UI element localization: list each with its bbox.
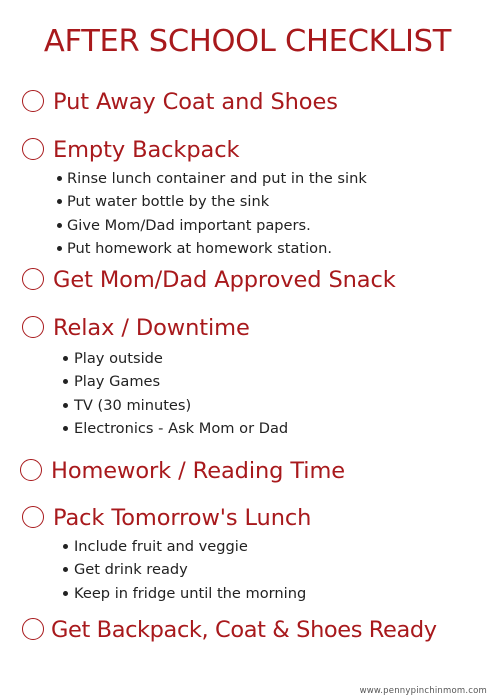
sub-item-list (20, 535, 490, 605)
checklist-heading-label: Get Mom/Dad Approved Snack (53, 267, 396, 293)
checklist-section-homework (20, 456, 490, 488)
list-item: Give Mom/Dad important papers. (20, 214, 490, 237)
checklist-section-get-ready (20, 615, 490, 647)
checklist-section-snack (20, 265, 490, 297)
bullet-dot-icon (57, 223, 62, 228)
list-item: Electronics - Ask Mom or Dad (20, 417, 490, 440)
checklist-heading-label: Put Away Coat and Shoes (53, 89, 338, 115)
checklist-heading[interactable] (20, 313, 490, 345)
checklist-heading-label: Empty Backpack (53, 137, 240, 163)
list-item: Rinse lunch container and put in the sink (20, 167, 490, 190)
checklist-heading[interactable] (20, 135, 490, 167)
checklist-heading-label: Pack Tomorrow's Lunch (53, 505, 312, 531)
bullet-dot-icon (63, 426, 68, 431)
list-item: Get drink ready (20, 558, 490, 581)
bullet-dot-icon (63, 567, 68, 572)
empty-circle-checkbox-icon[interactable] (22, 90, 44, 112)
list-item: Play Games (20, 370, 490, 393)
list-item: Keep in fridge until the morning (20, 582, 490, 605)
checklist-section-relax (20, 313, 490, 440)
list-item: Include fruit and veggie (20, 535, 490, 558)
checklist-heading[interactable] (20, 615, 490, 647)
checklist-heading-label: Relax / Downtime (53, 315, 250, 341)
checklist-section-lunch (20, 503, 490, 605)
checklist-heading-label: Get Backpack, Coat & Shoes Ready (51, 617, 437, 643)
list-item: Put water bottle by the sink (20, 190, 490, 213)
checklist-heading[interactable] (20, 456, 490, 488)
empty-circle-checkbox-icon[interactable] (22, 316, 44, 338)
checklist-heading[interactable] (20, 87, 490, 119)
checklist-heading[interactable] (20, 265, 490, 297)
bullet-dot-icon (63, 403, 68, 408)
bullet-dot-icon (57, 176, 62, 181)
empty-circle-checkbox-icon[interactable] (22, 138, 44, 160)
checklist-section-empty-backpack (20, 135, 490, 260)
list-item: TV (30 minutes) (20, 394, 490, 417)
empty-circle-checkbox-icon[interactable] (22, 506, 44, 528)
bullet-dot-icon (63, 356, 68, 361)
bullet-dot-icon (63, 544, 68, 549)
bullet-dot-icon (63, 379, 68, 384)
bullet-dot-icon (57, 246, 62, 251)
sub-item-list (20, 167, 490, 260)
bullet-dot-icon (63, 591, 68, 596)
checklist-heading-label: Homework / Reading Time (51, 458, 346, 484)
empty-circle-checkbox-icon[interactable] (20, 459, 42, 481)
empty-circle-checkbox-icon[interactable] (22, 618, 44, 640)
empty-circle-checkbox-icon[interactable] (22, 268, 44, 290)
website-footer: www.pennypinchinmom.com (359, 686, 487, 696)
checklist-heading[interactable] (20, 503, 490, 535)
list-item: Put homework at homework station. (20, 237, 490, 260)
page-title: AFTER SCHOOL CHECKLIST (43, 24, 452, 59)
sub-item-list (20, 347, 490, 440)
checklist-section-put-away-coat (20, 87, 490, 119)
list-item: Play outside (20, 347, 490, 370)
bullet-dot-icon (57, 199, 62, 204)
